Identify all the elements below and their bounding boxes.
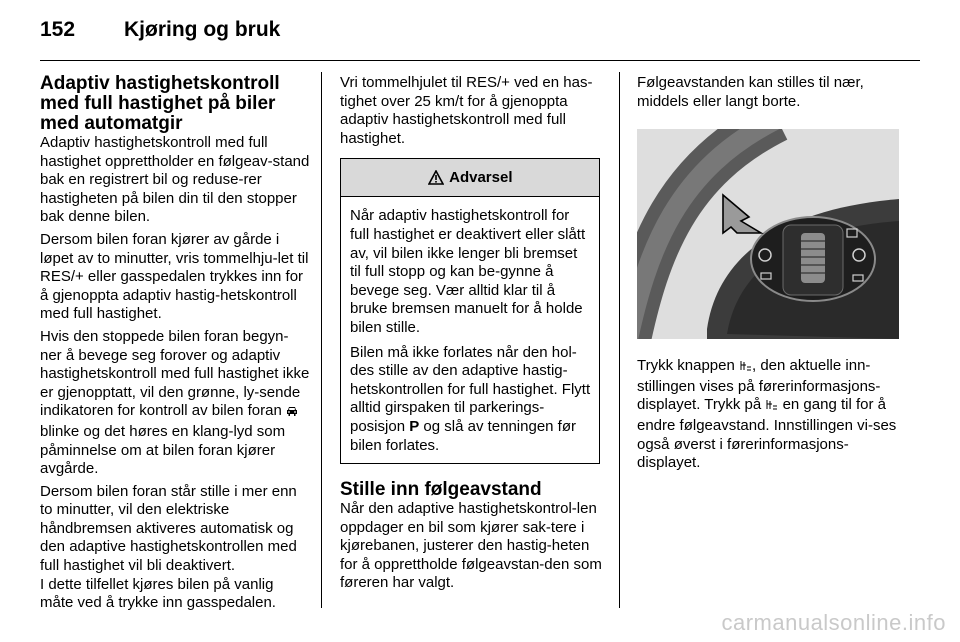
steering-wheel-photo: [637, 129, 899, 339]
paragraph: [637, 357, 903, 473]
page-number: 152: [40, 18, 76, 41]
paragraph-text: en gang til for å endre følgeavstand. Innstillingen vi-ses også øverst i førerinformasjons-displayet.: [637, 396, 897, 472]
paragraph: Dersom bilen foran står stille i mer enn to minutter, vil den elektriske håndbremsen aktiveres automatisk og den adaptive hastighetskontrollen med full hastighet vil bli deaktivert.: [40, 482, 297, 575]
warning-title: Advarsel: [449, 169, 513, 187]
column-3: [637, 74, 903, 477]
warning-header: [341, 159, 599, 197]
column-2: [340, 74, 606, 597]
paragraph-text: Hvis den stoppede bilen foran begyn-ner å bevege seg forover og adaptiv hastighetskontroll med full hastighet ikke er gjenopptatt, vil den grønne, ly-sende indikatoren for kontroll av bilen foran: [40, 327, 310, 420]
paragraph: Vri tommelhjulet til RES/+ ved en has-tighet over 25 km/t for å gjenoppta adaptiv hastighetskontroll med full hastighet.: [340, 74, 593, 147]
section-heading-following-distance: Stille inn følgeavstand: [340, 479, 542, 501]
watermark-footer: carmanualsonline.info: [721, 610, 946, 635]
following-distance-icon: [765, 398, 778, 417]
following-distance-icon: [739, 359, 752, 378]
paragraph-text: , den aktuelle inn-stillingen vises på førerinformasjons-displayet. Trykk på: [637, 357, 881, 414]
paragraph: Følgeavstanden kan stilles til nær, middels eller langt borte.: [637, 74, 864, 110]
warning-body: [341, 197, 599, 463]
page-title: Kjøring og bruk: [124, 18, 281, 41]
warning-paragraph: [350, 344, 591, 456]
paragraph: I dette tilfellet kjøres bilen på vanlig måte ved å trykke inn gasspedalen.: [40, 575, 276, 612]
page-header: [40, 18, 920, 48]
paragraph-text: Trykk knappen: [637, 357, 735, 375]
paragraph: Dersom bilen foran kjører av gårde i løpet av to minutter, vris tommelhju-let til RES/+ eller gasspedalen trykkes inn for å gjenoppta adaptiv hastig-hetskontroll med full hastighet.: [40, 230, 309, 323]
column-divider-2: [619, 72, 620, 608]
park-position-letter: P: [409, 417, 420, 435]
column-divider-1: [321, 72, 322, 608]
section-heading-adaptive-cruise: Adaptiv hastighetskontroll med full hastighet på biler med automatgir: [40, 73, 280, 134]
header-divider: [40, 60, 920, 61]
paragraph-text: blinke og det høres en klang-lyd som påminnelse om at bilen foran kjører avgårde.: [40, 422, 286, 478]
warning-triangle-icon: [428, 169, 450, 186]
column-1: [40, 74, 310, 617]
warning-box: [340, 158, 600, 464]
paragraph: Adaptiv hastighetskontroll med full hastighet opprettholder en følgeav-stand bak en registrert bil og reduse-rer hastigheten på bilen din til den stopper bak denne bilen.: [40, 134, 310, 226]
warning-text: og slå av tenningen før bilen forlates.: [350, 417, 576, 454]
vehicle-ahead-icon: [286, 404, 298, 423]
warning-text: Bilen må ikke forlates når den hol-des stille av den adaptive hastig-hetskontrollen for full hastighet. Flytt alltid girspaken til parkerings-posisjon: [350, 343, 591, 435]
paragraph: Når den adaptive hastighetskontrol-len oppdager en bil som kjører sak-tere i kjørebanen, justerer den hastig-heten for å opprettholde følgeavstan-den som føreren har valgt.: [340, 500, 602, 592]
warning-paragraph: Når adaptiv hastighetskontroll for full hastighet er deaktivert eller slått av, vil bilen ikke lenger bli bremset til full stopp og kan be-gynne å bevege seg. Vær alltid klar til å bruke bremsen manuelt for å holde bilen stille.: [350, 207, 586, 336]
paragraph: [40, 328, 310, 479]
